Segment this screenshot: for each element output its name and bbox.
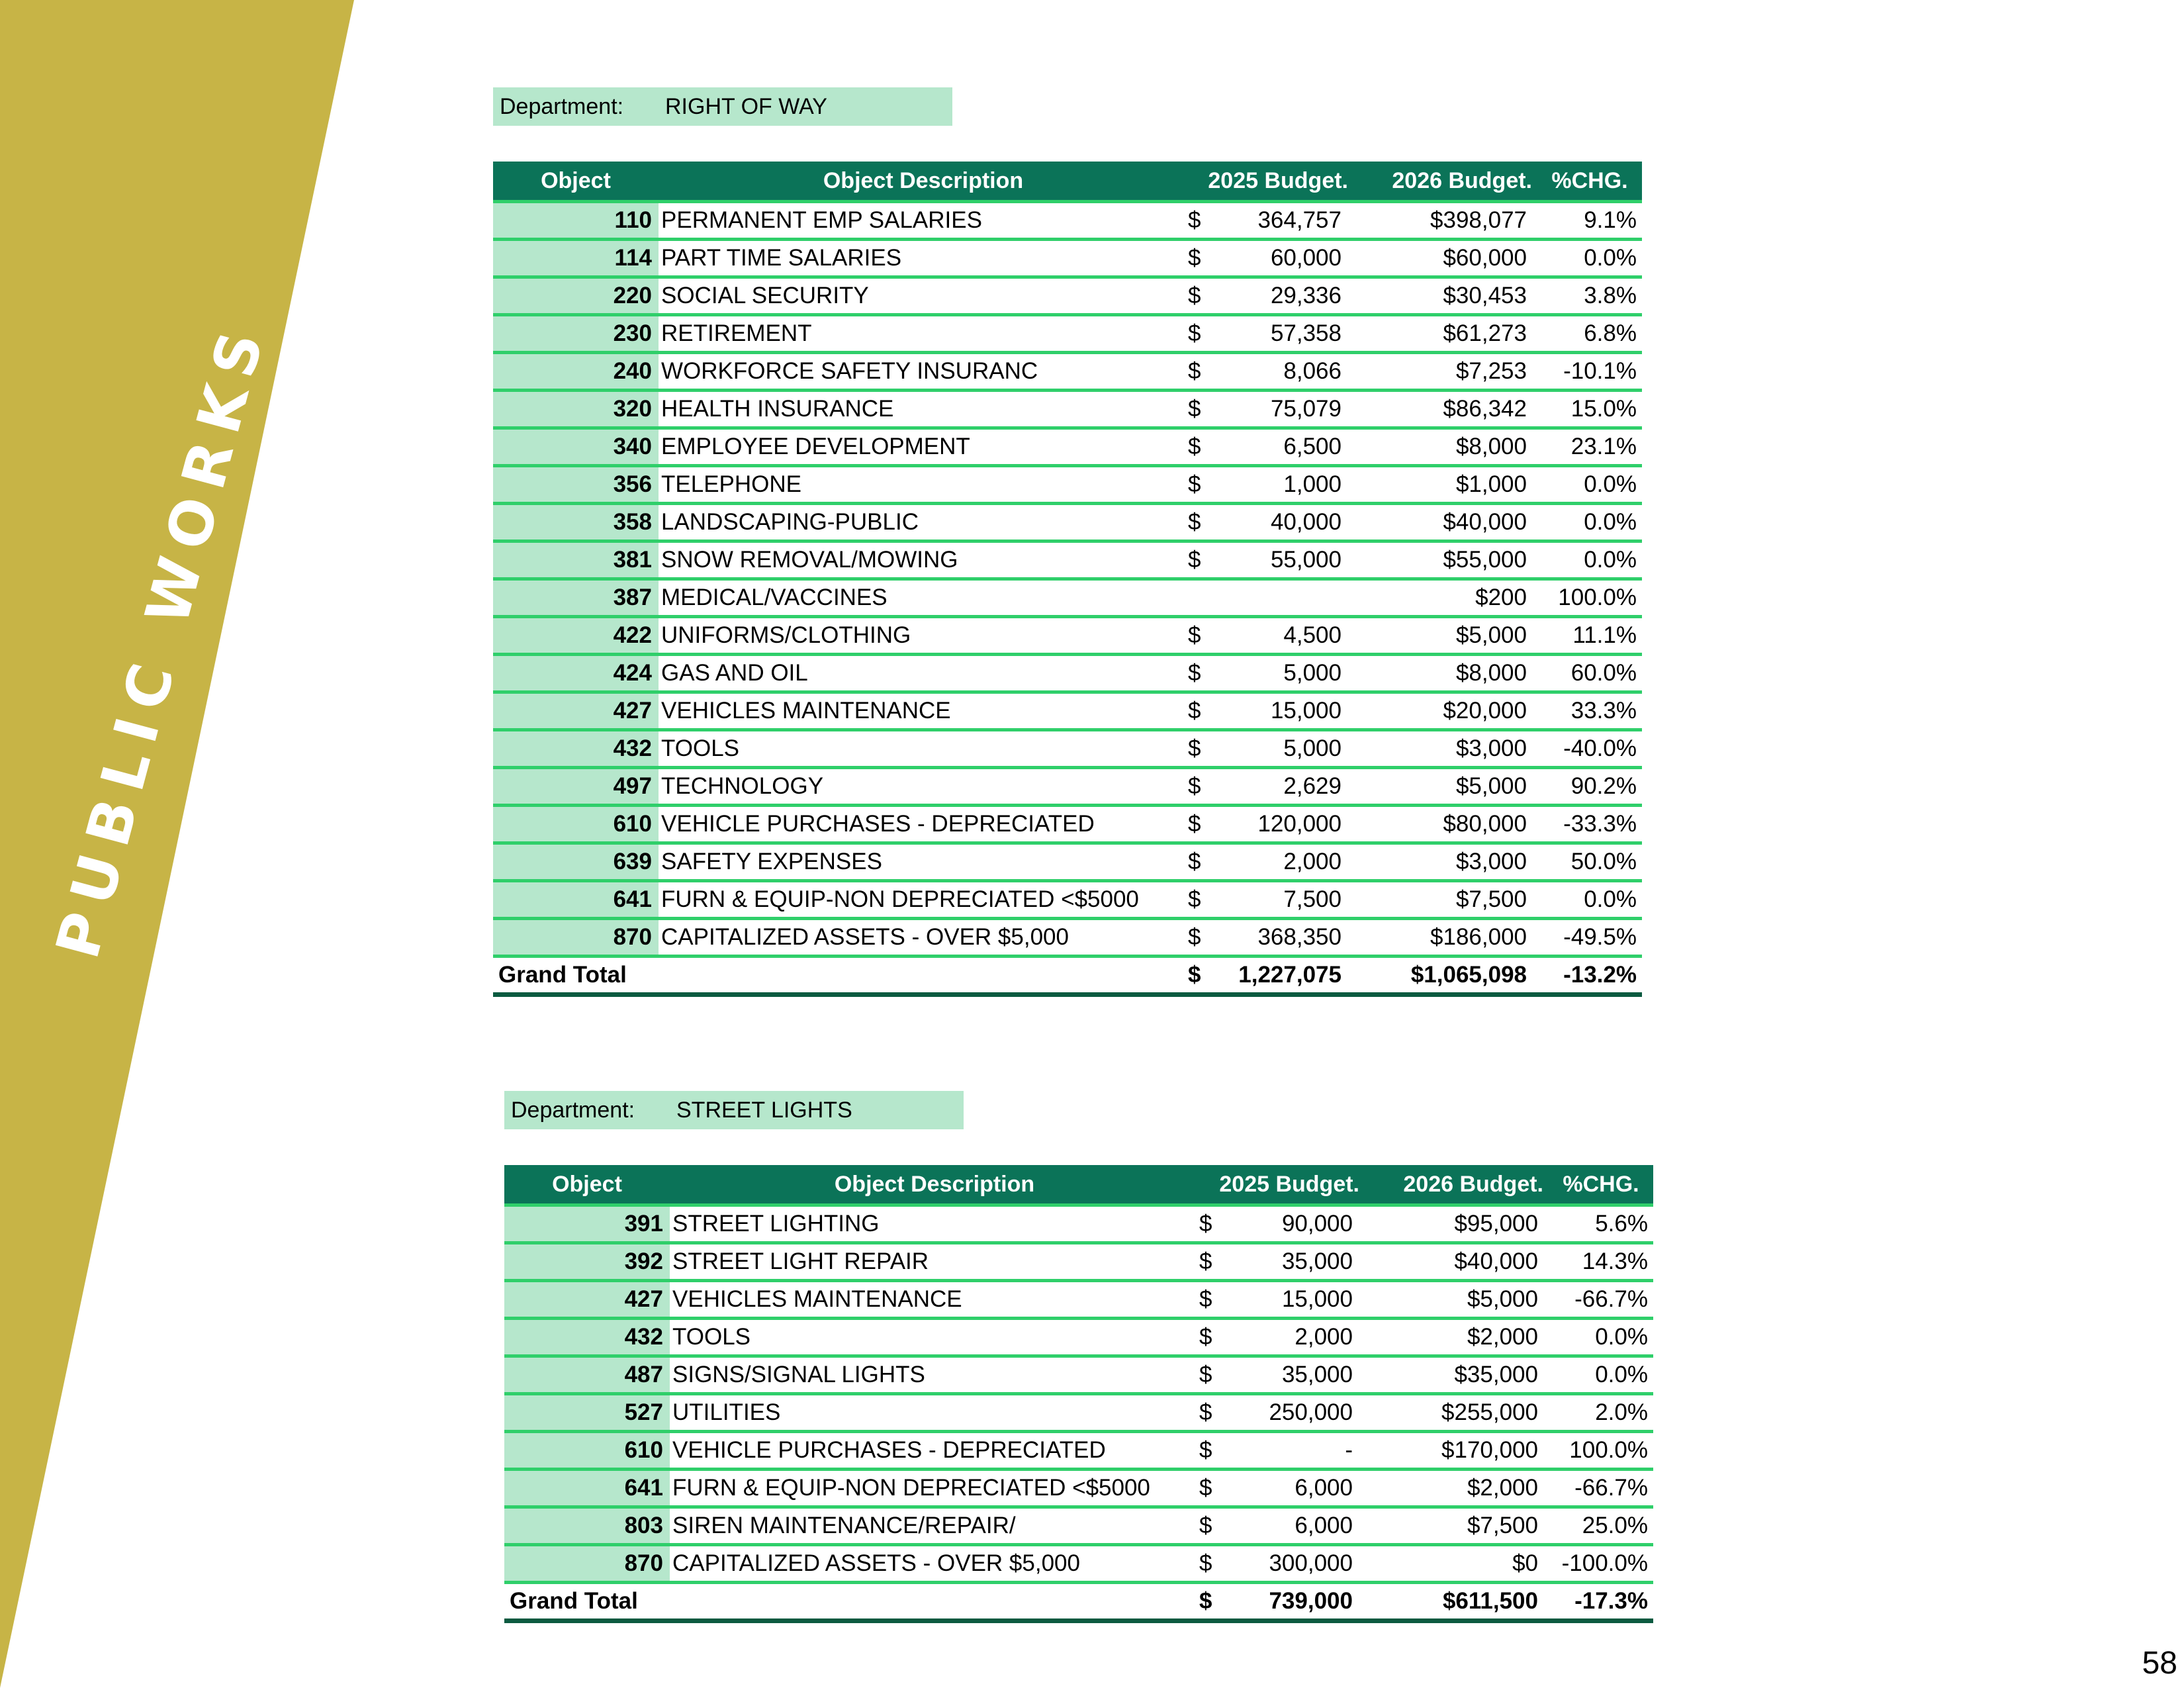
pct-change: 23.1% [1537, 428, 1642, 466]
object-code: 803 [504, 1507, 670, 1545]
object-code: 432 [504, 1319, 670, 1356]
header-pct-change: %CHG. [1549, 1165, 1653, 1205]
object-description: UNIFORMS/CLOTHING [659, 617, 1188, 655]
object-description: STREET LIGHTING [670, 1205, 1199, 1243]
object-code: 391 [504, 1205, 670, 1243]
object-description: FURN & EQUIP-NON DEPRECIATED <$5000 [670, 1470, 1199, 1507]
budget-2026: $8,000 [1353, 655, 1537, 692]
budget-2026: $2,000 [1365, 1470, 1549, 1507]
dollar-sign: $ [1188, 806, 1208, 843]
budget-2025: 35,000 [1219, 1356, 1365, 1394]
grand-total-pct-change: -17.3% [1549, 1583, 1653, 1621]
object-code: 424 [493, 655, 659, 692]
budget-2025: 1,000 [1208, 466, 1353, 504]
table-row [493, 768, 1642, 806]
dollar-sign: $ [1188, 277, 1208, 315]
dollar-sign: $ [1188, 315, 1208, 353]
table-row [493, 240, 1642, 277]
dollar-sign: $ [1188, 692, 1208, 730]
budget-2025: 6,500 [1208, 428, 1353, 466]
budget-2026: $398,077 [1353, 202, 1537, 240]
dollar-sign: $ [1188, 353, 1208, 391]
pct-change: 0.0% [1537, 504, 1642, 541]
budget-2025: 60,000 [1208, 240, 1353, 277]
pct-change: 33.3% [1537, 692, 1642, 730]
budget-2025: 15,000 [1219, 1281, 1365, 1319]
object-description: PART TIME SALARIES [659, 240, 1188, 277]
budget-2025: - [1219, 1432, 1365, 1470]
department-label-right-of-way [493, 87, 952, 126]
department-label-street-lights [504, 1091, 964, 1129]
pct-change: -100.0% [1549, 1545, 1653, 1583]
dollar-sign: $ [1188, 730, 1208, 768]
object-description: UTILITIES [670, 1394, 1199, 1432]
budget-2025: 55,000 [1208, 541, 1353, 579]
dollar-sign: $ [1199, 1394, 1219, 1432]
budget-2026: $5,000 [1365, 1281, 1549, 1319]
budget-2026: $0 [1365, 1545, 1549, 1583]
dollar-sign: $ [1188, 768, 1208, 806]
budget-2026: $8,000 [1353, 428, 1537, 466]
section-title: PUBLIC WORKS [42, 313, 281, 966]
table-row [493, 391, 1642, 428]
budget-2025: 6,000 [1219, 1470, 1365, 1507]
dollar-sign: $ [1199, 1583, 1219, 1621]
dollar-sign: $ [1199, 1243, 1219, 1281]
pct-change: 11.1% [1537, 617, 1642, 655]
table-row [504, 1319, 1653, 1356]
object-code: 487 [504, 1356, 670, 1394]
department-label: Department: [500, 93, 624, 119]
table-row [493, 692, 1642, 730]
pct-change: 60.0% [1537, 655, 1642, 692]
object-description: GAS AND OIL [659, 655, 1188, 692]
budget-2025: 40,000 [1208, 504, 1353, 541]
object-code: 392 [504, 1243, 670, 1281]
table-row [504, 1281, 1653, 1319]
dollar-sign: $ [1188, 843, 1208, 881]
pct-change: 0.0% [1537, 466, 1642, 504]
budget-2025: 120,000 [1208, 806, 1353, 843]
header-budget-2025: 2025 Budget. [1199, 1165, 1365, 1205]
grand-total-row [504, 1583, 1653, 1621]
budget-2026: $5,000 [1353, 617, 1537, 655]
budget-2025: 6,000 [1219, 1507, 1365, 1545]
object-code: 427 [493, 692, 659, 730]
department-label: Department: [511, 1097, 635, 1123]
dollar-sign: $ [1199, 1432, 1219, 1470]
object-description: TOOLS [670, 1319, 1199, 1356]
budget-2026: $40,000 [1353, 504, 1537, 541]
budget-2025: 29,336 [1208, 277, 1353, 315]
header-object: Object [493, 162, 659, 202]
budget-2025: 90,000 [1219, 1205, 1365, 1243]
dollar-sign: $ [1188, 881, 1208, 919]
dollar-sign: $ [1188, 655, 1208, 692]
dollar-sign: $ [1188, 919, 1208, 957]
table-body [504, 1205, 1653, 1583]
budget-2026: $7,500 [1353, 881, 1537, 919]
budget-2025: 4,500 [1208, 617, 1353, 655]
pct-change: 0.0% [1549, 1356, 1653, 1394]
table-row [504, 1243, 1653, 1281]
pct-change: 9.1% [1537, 202, 1642, 240]
budget-2026: $3,000 [1353, 730, 1537, 768]
budget-2026: $80,000 [1353, 806, 1537, 843]
pct-change: 0.0% [1537, 541, 1642, 579]
budget-2025: 300,000 [1219, 1545, 1365, 1583]
object-code: 641 [504, 1470, 670, 1507]
object-code: 870 [493, 919, 659, 957]
dollar-sign: $ [1188, 957, 1208, 995]
budget-2026: $95,000 [1365, 1205, 1549, 1243]
object-description: TECHNOLOGY [659, 768, 1188, 806]
dollar-sign: $ [1199, 1281, 1219, 1319]
object-description: TOOLS [659, 730, 1188, 768]
budget-table-street-lights [504, 1165, 1653, 1623]
pct-change: 90.2% [1537, 768, 1642, 806]
budget-2025: 7,500 [1208, 881, 1353, 919]
table-row [504, 1432, 1653, 1470]
dollar-sign: $ [1199, 1205, 1219, 1243]
budget-2026: $3,000 [1353, 843, 1537, 881]
object-description: TELEPHONE [659, 466, 1188, 504]
grand-total-row [493, 957, 1642, 995]
object-code: 641 [493, 881, 659, 919]
pct-change: 100.0% [1537, 579, 1642, 617]
object-code: 220 [493, 277, 659, 315]
table-row [504, 1356, 1653, 1394]
budget-2026: $1,000 [1353, 466, 1537, 504]
department-name: RIGHT OF WAY [665, 93, 827, 119]
pct-change: -40.0% [1537, 730, 1642, 768]
grand-total-label: Grand Total [504, 1583, 1199, 1621]
object-code: 358 [493, 504, 659, 541]
table-row [504, 1545, 1653, 1583]
dollar-sign: $ [1188, 541, 1208, 579]
budget-2025: 15,000 [1208, 692, 1353, 730]
budget-2026: $40,000 [1365, 1243, 1549, 1281]
object-code: 497 [493, 768, 659, 806]
object-description: VEHICLES MAINTENANCE [659, 692, 1188, 730]
header-object: Object [504, 1165, 670, 1205]
pct-change: -33.3% [1537, 806, 1642, 843]
table-row [493, 655, 1642, 692]
budget-2025: 2,629 [1208, 768, 1353, 806]
grand-total-pct-change: -13.2% [1537, 957, 1642, 995]
budget-2026: $255,000 [1365, 1394, 1549, 1432]
table-row [493, 730, 1642, 768]
budget-2025: 364,757 [1208, 202, 1353, 240]
object-code: 427 [504, 1281, 670, 1319]
object-description: RETIREMENT [659, 315, 1188, 353]
object-description: SOCIAL SECURITY [659, 277, 1188, 315]
budget-2026: $86,342 [1353, 391, 1537, 428]
table-row [493, 806, 1642, 843]
table-row [493, 277, 1642, 315]
budget-2025: 5,000 [1208, 655, 1353, 692]
header-pct-change: %CHG. [1537, 162, 1642, 202]
budget-2026: $60,000 [1353, 240, 1537, 277]
dollar-sign: $ [1188, 428, 1208, 466]
object-code: 381 [493, 541, 659, 579]
budget-2026: $20,000 [1353, 692, 1537, 730]
object-code: 340 [493, 428, 659, 466]
object-code: 870 [504, 1545, 670, 1583]
grand-total-2025: 739,000 [1219, 1583, 1365, 1621]
object-code: 387 [493, 579, 659, 617]
table-row [493, 428, 1642, 466]
object-description: CAPITALIZED ASSETS - OVER $5,000 [659, 919, 1188, 957]
pct-change: 0.0% [1549, 1319, 1653, 1356]
department-name: STREET LIGHTS [676, 1097, 852, 1123]
object-description: HEALTH INSURANCE [659, 391, 1188, 428]
budget-2026: $170,000 [1365, 1432, 1549, 1470]
object-description: SNOW REMOVAL/MOWING [659, 541, 1188, 579]
pct-change: -66.7% [1549, 1470, 1653, 1507]
header-description: Object Description [670, 1165, 1199, 1205]
header-description: Object Description [659, 162, 1188, 202]
pct-change: 15.0% [1537, 391, 1642, 428]
pct-change: 14.3% [1549, 1243, 1653, 1281]
object-description: VEHICLE PURCHASES - DEPRECIATED [659, 806, 1188, 843]
budget-2025: 368,350 [1208, 919, 1353, 957]
dollar-sign: $ [1199, 1545, 1219, 1583]
object-description: PERMANENT EMP SALARIES [659, 202, 1188, 240]
table-header-row [493, 162, 1642, 202]
table-header-row [504, 1165, 1653, 1205]
pct-change: 5.6% [1549, 1205, 1653, 1243]
object-description: FURN & EQUIP-NON DEPRECIATED <$5000 [659, 881, 1188, 919]
object-description: LANDSCAPING-PUBLIC [659, 504, 1188, 541]
pct-change: 0.0% [1537, 881, 1642, 919]
grand-total-2025: 1,227,075 [1208, 957, 1353, 995]
table-row [504, 1470, 1653, 1507]
table-row [504, 1507, 1653, 1545]
object-code: 114 [493, 240, 659, 277]
header-budget-2025: 2025 Budget. [1188, 162, 1353, 202]
object-code: 110 [493, 202, 659, 240]
object-code: 230 [493, 315, 659, 353]
object-code: 240 [493, 353, 659, 391]
dollar-sign: $ [1188, 240, 1208, 277]
budget-2026: $7,500 [1365, 1507, 1549, 1545]
grand-total-2026: $1,065,098 [1353, 957, 1537, 995]
table-row [493, 541, 1642, 579]
pct-change: -66.7% [1549, 1281, 1653, 1319]
budget-2025: 2,000 [1208, 843, 1353, 881]
dollar-sign: $ [1199, 1470, 1219, 1507]
pct-change: 0.0% [1537, 240, 1642, 277]
object-code: 610 [504, 1432, 670, 1470]
table-row [493, 353, 1642, 391]
budget-2026: $2,000 [1365, 1319, 1549, 1356]
header-budget-2026: 2026 Budget. [1353, 162, 1537, 202]
object-code: 432 [493, 730, 659, 768]
object-description: STREET LIGHT REPAIR [670, 1243, 1199, 1281]
table-row [493, 579, 1642, 617]
pct-change: 6.8% [1537, 315, 1642, 353]
dollar-sign: $ [1188, 391, 1208, 428]
budget-2025: 250,000 [1219, 1394, 1365, 1432]
budget-2026: $7,253 [1353, 353, 1537, 391]
budget-2026: $35,000 [1365, 1356, 1549, 1394]
object-code: 527 [504, 1394, 670, 1432]
object-description: MEDICAL/VACCINES [659, 579, 1188, 617]
object-description: SAFETY EXPENSES [659, 843, 1188, 881]
table-row [493, 466, 1642, 504]
table-row [493, 919, 1642, 957]
budget-2026: $5,000 [1353, 768, 1537, 806]
page-number: 58 [2142, 1646, 2177, 1681]
dollar-sign: $ [1199, 1356, 1219, 1394]
object-code: 422 [493, 617, 659, 655]
object-description: CAPITALIZED ASSETS - OVER $5,000 [670, 1545, 1199, 1583]
object-description: SIREN MAINTENANCE/REPAIR/ [670, 1507, 1199, 1545]
object-description: WORKFORCE SAFETY INSURANC [659, 353, 1188, 391]
budget-2026: $200 [1353, 579, 1537, 617]
dollar-sign: $ [1199, 1507, 1219, 1545]
table-body [493, 202, 1642, 957]
object-description: EMPLOYEE DEVELOPMENT [659, 428, 1188, 466]
budget-2026: $30,453 [1353, 277, 1537, 315]
budget-2025 [1208, 579, 1353, 617]
pct-change: 100.0% [1549, 1432, 1653, 1470]
pct-change: 2.0% [1549, 1394, 1653, 1432]
object-description: SIGNS/SIGNAL LIGHTS [670, 1356, 1199, 1394]
table-row [504, 1394, 1653, 1432]
pct-change: 50.0% [1537, 843, 1642, 881]
dollar-sign: $ [1188, 504, 1208, 541]
dollar-sign: $ [1188, 202, 1208, 240]
object-description: VEHICLE PURCHASES - DEPRECIATED [670, 1432, 1199, 1470]
budget-2025: 5,000 [1208, 730, 1353, 768]
budget-2026: $55,000 [1353, 541, 1537, 579]
budget-2025: 8,066 [1208, 353, 1353, 391]
pct-change: -49.5% [1537, 919, 1642, 957]
budget-table-right-of-way [493, 162, 1642, 997]
table-row [493, 881, 1642, 919]
budget-2026: $186,000 [1353, 919, 1537, 957]
table-row [493, 617, 1642, 655]
object-description: VEHICLES MAINTENANCE [670, 1281, 1199, 1319]
pct-change: -10.1% [1537, 353, 1642, 391]
object-code: 610 [493, 806, 659, 843]
budget-2025: 57,358 [1208, 315, 1353, 353]
object-code: 639 [493, 843, 659, 881]
table-row [493, 202, 1642, 240]
pct-change: 3.8% [1537, 277, 1642, 315]
table-row [493, 843, 1642, 881]
budget-2025: 2,000 [1219, 1319, 1365, 1356]
header-budget-2026: 2026 Budget. [1365, 1165, 1549, 1205]
grand-total-label: Grand Total [493, 957, 1188, 995]
table-row [493, 315, 1642, 353]
object-code: 320 [493, 391, 659, 428]
dollar-sign: $ [1188, 466, 1208, 504]
pct-change: 25.0% [1549, 1507, 1653, 1545]
budget-2025: 35,000 [1219, 1243, 1365, 1281]
budget-2025: 75,079 [1208, 391, 1353, 428]
dollar-sign: $ [1199, 1319, 1219, 1356]
grand-total-2026: $611,500 [1365, 1583, 1549, 1621]
dollar-sign [1188, 579, 1208, 617]
budget-2026: $61,273 [1353, 315, 1537, 353]
object-code: 356 [493, 466, 659, 504]
dollar-sign: $ [1188, 617, 1208, 655]
table-row [504, 1205, 1653, 1243]
table-row [493, 504, 1642, 541]
